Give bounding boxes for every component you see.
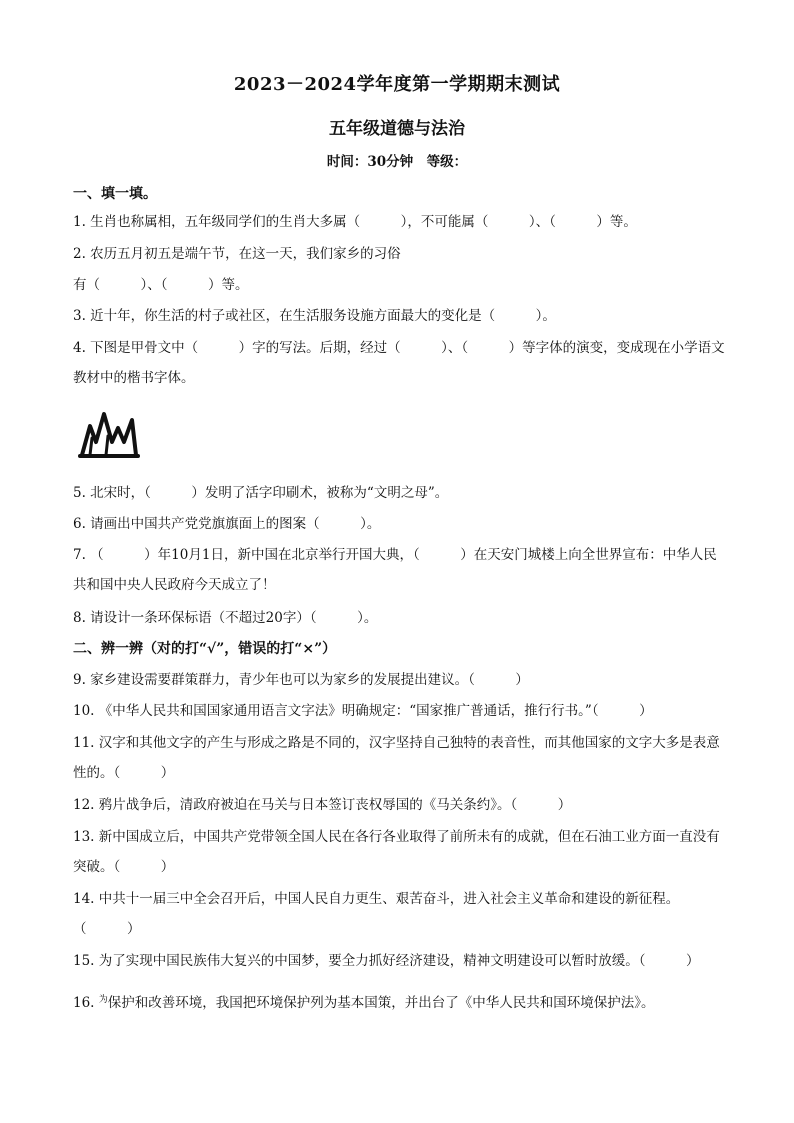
question-3: 3. 近十年，你生活的村子或社区，在生活服务设施方面最大的变化是（ ）。 xyxy=(73,308,556,324)
question-4: 4. 下图是甲骨文中（ ）字的写法。后期，经过（ ）、（ ）等字体的演变，变成现在小学语文教材中的楷书字体。 xyxy=(73,340,725,386)
question-5: 5. 北宋时，（ ）发明了活字印刷术，被称为“文明之母”。 xyxy=(73,485,449,501)
subject-title: 五年级道德与法治 xyxy=(329,119,465,139)
question-16 xyxy=(73,990,728,1013)
question-15: 15. 为了实现中国民族伟大复兴的中国梦，要全力抓好经济建设，精神文明建设可以暂时放缓。（ ） xyxy=(73,953,700,969)
question-2-line-1: 2. 农历五月初五是端午节，在这一天，我们家乡的习俗 xyxy=(73,246,401,262)
question-7: 7. （ ）年10月1日，新中国在北京举行开国大典，（ ）在天安门城楼上向全世界宣布：中华人民共和国中央人民政府今天成立了！ xyxy=(73,547,717,593)
question-12: 12. 鸦片战争后，清政府被迫在马关与日本签订丧权辱国的《马关条约》。（ ） xyxy=(73,797,572,813)
question-6: 6. 请画出中国共产党党旗旗面上的图案（ ）。 xyxy=(73,516,381,532)
question-2-line-2: 有（ ）、（ ）等。 xyxy=(73,277,249,293)
section-heading-judge: 二、辨一辨（对的打“√”，错误的打“×”） xyxy=(73,641,337,657)
question-16-number: 16. xyxy=(73,995,95,1011)
question-11: 11. 汉字和其他文字的产生与形成之路是不同的，汉字坚持自己独特的表音性，而其他国家的文字大多是表意性的。（ ） xyxy=(73,735,720,781)
question-16-mark: 为 xyxy=(98,995,108,1005)
question-9: 9. 家乡建设需要群策群力，青少年也可以为家乡的发展提出建议。（ ） xyxy=(73,672,529,688)
exam-meta: 时间：30分钟 等级： xyxy=(326,154,468,170)
page-title: 2023－2024学年度第一学期期末测试 xyxy=(233,74,561,95)
section-heading-fill: 一、填一填。 xyxy=(73,186,157,202)
question-1: 1. 生肖也称属相，五年级同学们的生肖大多属（ ），不可能属（ ）、（ ）等。 xyxy=(73,214,637,230)
question-14: 14. 中共十一届三中全会召开后，中国人民自力更生、艰苦奋斗，进入社会主义革命和建设的新征程。（ ） xyxy=(73,891,680,937)
question-13: 13. 新中国成立后，中国共产党带领全国人民在各行各业取得了前所未有的成就，但在石油工业方面一直没有突破。（ ） xyxy=(73,829,720,875)
question-8: 8. 请设计一条环保标语（不超过20字）（ ）。 xyxy=(73,610,378,626)
question-10: 10. 《中华人民共和国国家通用语言文字法》明确规定：“国家推广普通话，推行行书。”（ ） xyxy=(73,703,653,719)
question-16-text: 保护和改善环境，我国把环境保护列为基本国策，并出台了《中华人民共和国环境保护法》。 xyxy=(107,995,655,1011)
oracle-bone-script-image xyxy=(76,408,140,460)
